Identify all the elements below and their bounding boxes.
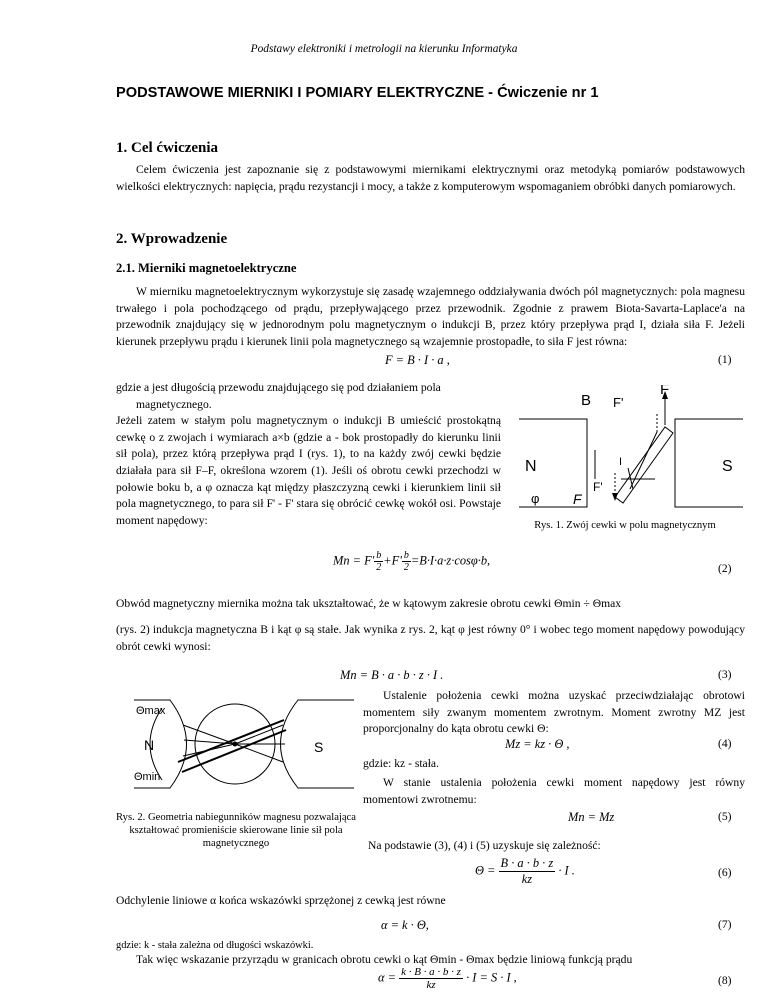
equation-8-denominator: kz <box>426 979 436 991</box>
equation-6 <box>475 856 575 887</box>
figure-1-coil-diagram <box>515 385 745 540</box>
paragraph-10: Odchylenie liniowe α końca wskazówki sprzężonej z cewką jest równe <box>116 894 446 907</box>
paragraph-4: Obwód magnetyczny miernika można tak ukształtować, że w kątowym zakresie obrotu cewki Θmin ÷ Θmax <box>116 597 622 610</box>
equation-3-number: (3) <box>718 668 732 681</box>
pole-label-S-fig2: S <box>314 739 324 755</box>
document-title: PODSTAWOWE MIERNIKI I POMIARY ELEKTRYCZNE - Ćwiczenie nr 1 <box>116 85 599 101</box>
paragraph-2-line-1: gdzie a jest długością przewodu znajdującego się pod działaniem pola <box>116 381 441 394</box>
equation-8-number: (8) <box>718 974 732 987</box>
paragraph-2-line-2: magnetycznego. <box>136 397 212 411</box>
equation-1: F = B · I · a , <box>385 353 450 367</box>
label-F-prime-top: F' <box>613 395 624 410</box>
figure-2-caption: Rys. 2. Geometria nabiegunników magnesu pozwalająca kształtować promieniście skierowane linie sił pola magnetycznego <box>116 812 356 849</box>
equation-6-lhs: Θ = <box>475 863 496 878</box>
label-F-top: F <box>660 385 670 398</box>
equation-4: Mz = kz · Θ , <box>505 737 570 751</box>
equation-6-number: (6) <box>718 866 732 879</box>
subsection-heading: 2.1. Mierniki magnetoelektryczne <box>116 261 297 275</box>
paragraph-7: gdzie: kz - stała. <box>363 757 439 770</box>
equation-7-number: (7) <box>718 918 732 931</box>
equation-2-number: (2) <box>718 562 732 575</box>
section-1-text: Celem ćwiczenia jest zapoznanie się z podstawowymi miernikami elektrycznymi oraz metodyką pomiarów podstawowych wielkości elektrycznych: napięcia, prądu rezystancji i mocy, a także z komputerowym wspomaganiem obróbki danych pomiarowych. <box>116 163 745 193</box>
equation-7: α = k · Θ, <box>381 918 429 932</box>
label-B: B <box>581 392 592 409</box>
equation-2-rhs: =B·I·a·z·cosφ·b, <box>410 553 491 568</box>
eq2-frac1-num: b <box>376 550 382 561</box>
label-F-prime-bottom: F' <box>593 480 603 494</box>
equation-5-number: (5) <box>718 810 732 823</box>
equation-8 <box>378 966 517 991</box>
figure-2-pole-geometry <box>128 690 368 800</box>
label-phi: φ <box>531 491 540 506</box>
pole-label-N: N <box>525 458 537 475</box>
eq2-frac2-num: b <box>403 550 409 561</box>
equation-2-lhs: Mn = F' <box>333 553 375 568</box>
pole-label-S: S <box>722 458 733 475</box>
equation-4-number: (4) <box>718 737 732 750</box>
paragraph-6: Ustalenie położenia cewki można uzyskać przeciwdziałając obrotowi momentem siły zwanym momentem zwrotnym. Moment zwrotny MZ jest proporcjonalny do kąta obrotu cewki Θ: <box>363 689 745 736</box>
eq2-frac2-den: 2 <box>403 562 409 573</box>
label-I: I <box>619 456 623 468</box>
equation-8-lhs: α = <box>378 970 396 985</box>
section-1-heading: 1. Cel ćwiczenia <box>116 140 219 156</box>
equation-6-denominator: kz <box>521 872 533 886</box>
equation-3: Mn = B · a · b · z · I . <box>340 668 444 682</box>
coil-outline <box>615 427 673 503</box>
equation-8-numerator: k · B · a · b · z <box>401 966 461 978</box>
page-header: Podstawy elektroniki i metrologii na kierunku Informatyka <box>250 43 518 55</box>
paragraph-2 <box>116 380 501 529</box>
equation-6-numerator: B · a · b · z <box>500 856 554 870</box>
pole-label-N-fig2: N <box>144 737 155 753</box>
paragraph-3: Jeżeli zatem w stałym polu magnetycznym o indukcji B umieścić prostokątną cewkę o z zwojach i wymiarach a×b (gdzie a - bok prostopadły do kierunku linii sił pola), przez którą przepływa prąd I (rys. 1), to na każdy zwój cewki będzie działała para sił F–F, określona wzorem (1). Jeśli oś obrotu cewki przechodzi w połowie boku b, a φ oznacza kąt między płaszczyzną cewki i kierunkiem linii sił pola magnetycznego, to para sił F' - F' stara się obrócić cewkę wokół osi. Powstaje moment napędowy: <box>116 414 501 527</box>
section-2-heading: 2. Wprowadzenie <box>116 231 228 247</box>
paragraph-8: W stanie ustalenia położenia cewki moment napędowy jest równy momentowi zwrotnemu: <box>363 776 745 806</box>
label-F-bottom: F <box>573 491 582 507</box>
magnet-pole-s-outline <box>675 419 743 507</box>
equation-2-mid: +F' <box>383 553 402 568</box>
figure-1-caption: Rys. 1. Zwój cewki w polu magnetycznym <box>534 520 716 531</box>
equation-2 <box>333 550 490 573</box>
paragraph-11: gdzie: k - stała zależna od długości wskazówki. <box>116 940 314 951</box>
paragraph-9: Na podstawie (3), (4) i (5) uzyskuje się zależność: <box>368 839 601 852</box>
equation-6-rhs: · I . <box>558 863 575 878</box>
paragraph-5: (rys. 2) indukcja magnetyczna B i kąt φ są stałe. Jak wynika z rys. 2, kąt φ jest równy 0° i wobec tego moment napędowy powodujący obrót cewki wynosi: <box>116 623 745 653</box>
eq2-frac1-den: 2 <box>376 562 382 573</box>
equation-1-number: (1) <box>718 353 732 366</box>
equation-5: Mn = Mz <box>568 810 615 824</box>
label-theta-min: Θmin <box>134 771 161 783</box>
label-theta-max: Θmax <box>136 705 166 717</box>
equation-8-rhs: · I = S · I , <box>466 970 517 985</box>
paragraph-1: W mierniku magnetoelektrycznym wykorzystuje się zasadę wzajemnego oddziaływania dwóch pól magnetycznych: pola magnesu trwałego i pola pochodzącego od prądu, przepływającego przez przewodnik. Zgodnie z prawem Biota-Savarta-Laplace'a na przewodnik znajdujący się w jednorodnym polu magnetycznym o indukcji B, przez który przepływa prąd I, działa siła F. Jeżeli kierunek przepływu prądu i kierunek linii pola magnetycznego są wzajemnie prostopadłe, to siła F jest równa: <box>116 285 745 348</box>
paragraph-12: Tak więc wskazanie przyrządu w granicach obrotu cewki o kąt Θmin - Θmax będzie liniową funkcją prądu <box>136 953 633 966</box>
